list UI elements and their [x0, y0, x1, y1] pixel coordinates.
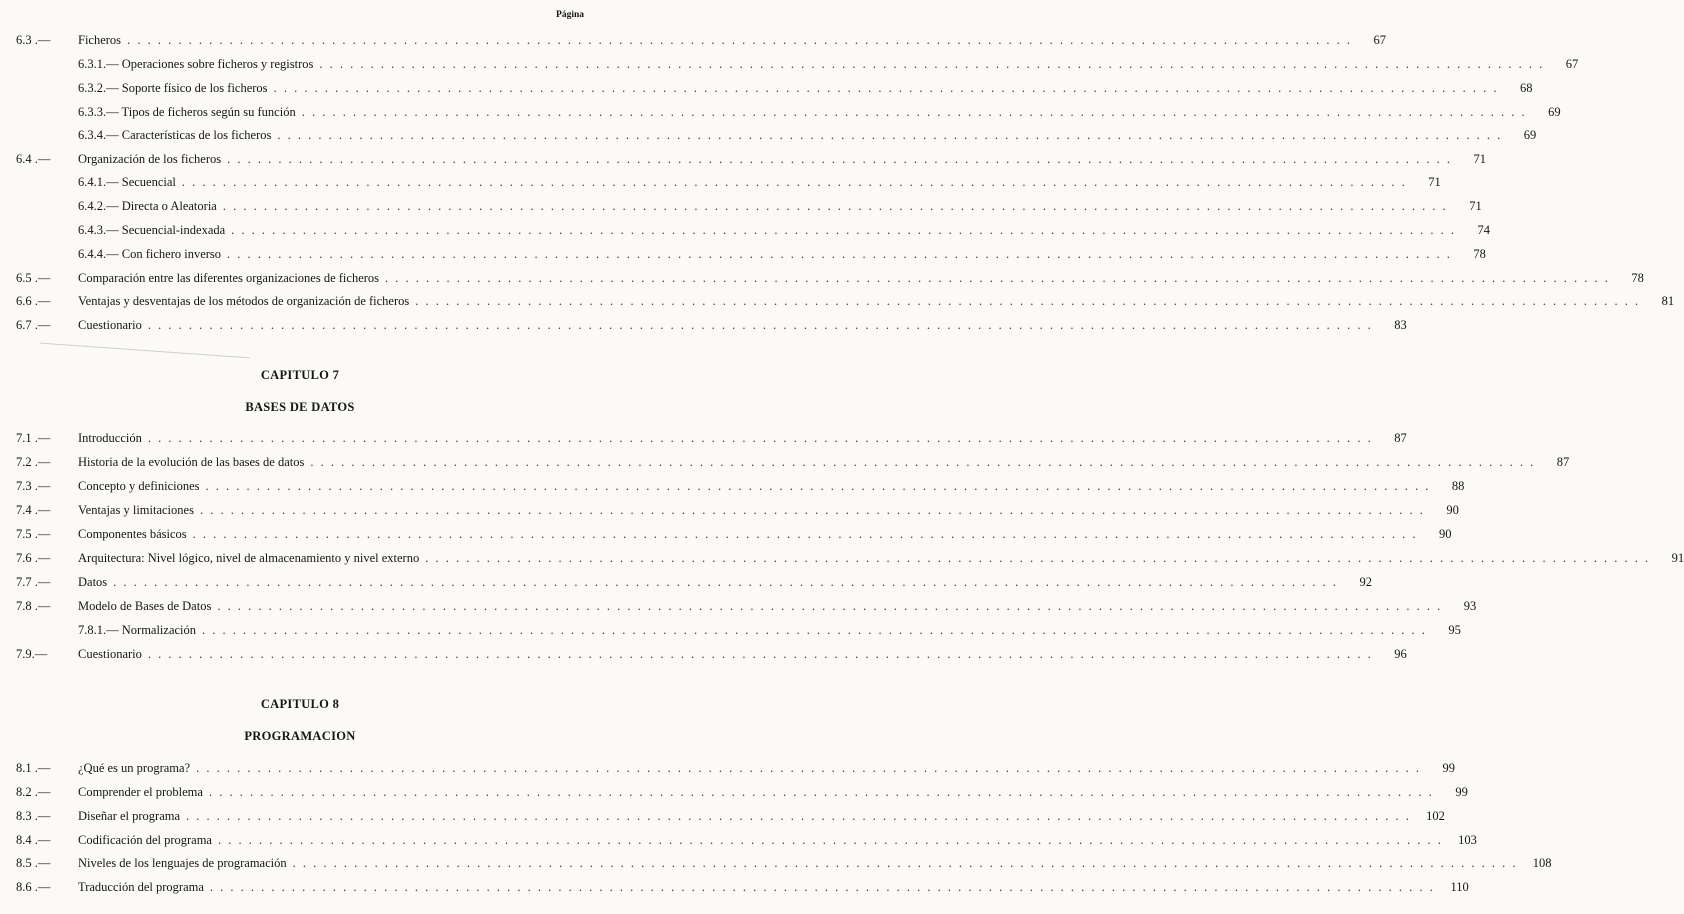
- dot-leader: . . . . . . . . . . . . . . . . . . . . . . . . . . . . . . . . . . . . . . . . . . . . . . . . . . . . . . . . . . . . . . . . . . . . . . . . . . . . . . . . . . . . . . . . . . . . . . . . . . . . . . . . . . . . . . . . . . . . . . . .: [227, 152, 1452, 166]
- page-number: 67: [1373, 33, 1386, 47]
- page-number: 87: [1556, 455, 1570, 469]
- toc-entry: [0, 428, 1407, 448]
- dot-leader: . . . . . . . . . . . . . . . . . . . . . . . . . . . . . . . . . . . . . . . . . . . . . . . . . . . . . . . . . . . . . . . . . . . . . . . . . . . . . . . . . . . . . . . . . . . . . . . . . . . . . . . . . . . . . . . . . . . . . . . .: [199, 503, 1425, 517]
- dot-leader: . . . . . . . . . . . . . . . . . . . . . . . . . . . . . . . . . . . . . . . . . . . . . . . . . . . . . . . . . . . . . . . . . . . . . . . . . . . . . . . . . . . . . . . . . . . . . . . . . . . . . . . . . . . . . . . . . . . . . . . .: [273, 81, 1499, 95]
- toc-subentry: [0, 220, 1491, 240]
- toc-entry: [0, 291, 1675, 311]
- entry-title: ¿Qué es un programa?: [78, 761, 191, 775]
- entry-title: 6.3.2.— Soporte físico de los ficheros: [78, 81, 268, 95]
- page-number: 81: [1661, 294, 1675, 308]
- entry-number: 7.2 .—: [16, 455, 51, 469]
- entry-number: 6.7 .—: [16, 318, 51, 332]
- chapter-heading: CAPITULO 7: [260, 368, 340, 382]
- toc-entry: [0, 548, 1684, 568]
- dot-leader: . . . . . . . . . . . . . . . . . . . . . . . . . . . . . . . . . . . . . . . . . . . . . . . . . . . . . . . . . . . . . . . . . . . . . . . . . . . . . . . . . . . . . . . . . . . . . . . . . . . . . . . . . . . . . . . . . . . . . . . .: [277, 128, 1503, 142]
- dot-leader: . . . . . . . . . . . . . . . . . . . . . . . . . . . . . . . . . . . . . . . . . . . . . . . . . . . . . . . . . . . . . . . . . . . . . . . . . . . . . . . . . . . . . . . . . . . . . . . . . . . . . . . . . . . . . . . . . . . . . . . .: [222, 199, 1448, 213]
- dot-leader: . . . . . . . . . . . . . . . . . . . . . . . . . . . . . . . . . . . . . . . . . . . . . . . . . . . . . . . . . . . . . . . . . . . . . . . . . . . . . . . . . . . . . . . . . . . . . . . . . . . . . . . . . . . . . . . . . . . . . . . .: [202, 623, 1427, 637]
- toc-entry: [0, 853, 1552, 873]
- page-number: 108: [1532, 856, 1552, 870]
- dot-leader: . . . . . . . . . . . . . . . . . . . . . . . . . . . . . . . . . . . . . . . . . . . . . . . . . . . . . . . . . . . . . . . . . . . . . . . . . . . . . . . . . . . . . . . . . . . . . . . . . . . . . . . . . . . . . . . . . . . . . . . .: [231, 223, 1457, 237]
- page-number: 78: [1631, 271, 1644, 285]
- entry-number: 8.2 .—: [16, 785, 51, 799]
- dot-leader: . . . . . . . . . . . . . . . . . . . . . . . . . . . . . . . . . . . . . . . . . . . . . . . . . . . . . . . . . . . . . . . . . . . . . . . . . . . . . . . . . . . . . . . . . . . . . . . . . . . . . . . . . . . . . . . . . . . . . . . .: [227, 247, 1452, 261]
- dot-leader: . . . . . . . . . . . . . . . . . . . . . . . . . . . . . . . . . . . . . . . . . . . . . . . . . . . . . . . . . . . . . . . . . . . . . . . . . . . . . . . . . . . . . . . . . . . . . . . . . . . . . . . . . . . . . . . . . . . . . . . .: [319, 57, 1545, 71]
- page-number: 91: [1671, 551, 1684, 565]
- dot-leader: . . . . . . . . . . . . . . . . . . . . . . . . . . . . . . . . . . . . . . . . . . . . . . . . . . . . . . . . . . . . . . . . . . . . . . . . . . . . . . . . . . . . . . . . . . . . . . . . . . . . . . . . . . . . . . . . . . . . . . . .: [301, 105, 1527, 119]
- toc-entry: [0, 452, 1570, 472]
- dot-leader: . . . . . . . . . . . . . . . . . . . . . . . . . . . . . . . . . . . . . . . . . . . . . . . . . . . . . . . . . . . . . . . . . . . . . . . . . . . . . . . . . . . . . . . . . . . . . . . . . . . . . . . . . . . . . . . . . . . . . . . .: [127, 33, 1352, 47]
- toc-subentry: [0, 620, 1461, 640]
- page-number: 78: [1473, 247, 1486, 261]
- dot-leader: . . . . . . . . . . . . . . . . . . . . . . . . . . . . . . . . . . . . . . . . . . . . . . . . . . . . . . . . . . . . . . . . . . . . . . . . . . . . . . . . . . . . . . . . . . . . . . . . . . . . . . . . . . . . . . . . . . . . . . . .: [196, 761, 1421, 775]
- entry-title: Comprender el problema: [78, 785, 203, 799]
- toc-subentry: [0, 54, 1579, 74]
- page-number: 95: [1448, 623, 1461, 637]
- page-number: 71: [1469, 199, 1482, 213]
- dot-leader: . . . . . . . . . . . . . . . . . . . . . . . . . . . . . . . . . . . . . . . . . . . . . . . . . . . . . . . . . . . . . . . . . . . . . . . . . . . . . . . . . . . . . . . . . . . . . . . . . . . . . . . . . . . . . . . . . . . . . . . .: [192, 527, 1418, 541]
- entry-number: 8.1 .—: [16, 761, 51, 775]
- chapter-title: BASES DE DATOS: [245, 400, 355, 414]
- entry-title: Introducción: [78, 431, 142, 445]
- entry-title: Niveles de los lenguajes de programación: [78, 856, 287, 870]
- dot-leader: . . . . . . . . . . . . . . . . . . . . . . . . . . . . . . . . . . . . . . . . . . . . . . . . . . . . . . . . . . . . . . . . . . . . . . . . . . . . . . . . . . . . . . . . . . . . . . . . . . . . . . . . . . . . . . . . . . . . . . . .: [113, 575, 1339, 589]
- entry-title: Ventajas y desventajas de los métodos de organización de ficheros: [78, 294, 410, 308]
- entry-title: Datos: [78, 575, 108, 589]
- entry-title: 6.3.4.— Características de los ficheros: [78, 128, 272, 142]
- page-number: 93: [1463, 599, 1477, 613]
- entry-number: 7.4 .—: [16, 503, 51, 517]
- page-number: 68: [1519, 81, 1533, 95]
- page-number: 103: [1458, 833, 1477, 847]
- toc-subentry: [0, 102, 1561, 122]
- entry-title: 6.3.1.— Operaciones sobre ficheros y registros: [78, 57, 314, 71]
- toc-subentry: [0, 244, 1486, 264]
- page-number: 71: [1428, 175, 1441, 189]
- dot-leader: . . . . . . . . . . . . . . . . . . . . . . . . . . . . . . . . . . . . . . . . . . . . . . . . . . . . . . . . . . . . . . . . . . . . . . . . . . . . . . . . . . . . . . . . . . . . . . . . . . . . . . . . . . . . . . . . . . . . . . . .: [181, 175, 1407, 189]
- dot-leader: . . . . . . . . . . . . . . . . . . . . . . . . . . . . . . . . . . . . . . . . . . . . . . . . . . . . . . . . . . . . . . . . . . . . . . . . . . . . . . . . . . . . . . . . . . . . . . . . . . . . . . . . . . . . . . . . . . . . . . . .: [292, 856, 1518, 870]
- dot-leader: . . . . . . . . . . . . . . . . . . . . . . . . . . . . . . . . . . . . . . . . . . . . . . . . . . . . . . . . . . . . . . . . . . . . . . . . . . . . . . . . . . . . . . . . . . . . . . . . . . . . . . . . . . . . . . . . . . . . . . . .: [385, 271, 1610, 285]
- dot-leader: . . . . . . . . . . . . . . . . . . . . . . . . . . . . . . . . . . . . . . . . . . . . . . . . . . . . . . . . . . . . . . . . . . . . . . . . . . . . . . . . . . . . . . . . . . . . . . . . . . . . . . . . . . . . . . . . . . . . . . . .: [205, 479, 1431, 493]
- chapter-heading: CAPITULO 8: [260, 697, 340, 711]
- entry-number: 6.4 .—: [16, 152, 51, 166]
- entry-title: 6.4.4.— Con fichero inverso: [78, 247, 222, 261]
- toc-entry: [0, 806, 1445, 826]
- entry-title: Concepto y definiciones: [78, 479, 200, 493]
- entry-title: Ficheros: [78, 33, 122, 47]
- entry-number: 7.8 .—: [16, 599, 51, 613]
- dot-leader: . . . . . . . . . . . . . . . . . . . . . . . . . . . . . . . . . . . . . . . . . . . . . . . . . . . . . . . . . . . . . . . . . . . . . . . . . . . . . . . . . . . . . . . . . . . . . . . . . . . . . . . . . . . . . . . . . . . . . . . .: [147, 318, 1373, 332]
- toc-entry: [0, 149, 1486, 169]
- page-number: 92: [1359, 575, 1373, 589]
- toc-entry: [0, 315, 1407, 335]
- page-number: 102: [1426, 809, 1445, 823]
- toc-entry: [0, 30, 1386, 50]
- entry-title: Arquitectura: Nivel lógico, nivel de almacenamiento y nivel externo: [78, 551, 420, 565]
- page-number: 74: [1477, 223, 1491, 237]
- toc-entry: [0, 758, 1455, 778]
- entry-number: 6.5 .—: [16, 271, 51, 285]
- dot-leader: . . . . . . . . . . . . . . . . . . . . . . . . . . . . . . . . . . . . . . . . . . . . . . . . . . . . . . . . . . . . . . . . . . . . . . . . . . . . . . . . . . . . . . . . . . . . . . . . . . . . . . . . . . . . . . . . . . . . . . . .: [186, 809, 1411, 823]
- entry-title: 7.8.1.— Normalización: [78, 623, 197, 637]
- entry-number: 6.3 .—: [16, 33, 51, 47]
- toc-entry: [0, 524, 1452, 544]
- page-number: 99: [1442, 761, 1455, 775]
- toc-subentry: [0, 125, 1537, 145]
- page-number: 69: [1548, 105, 1561, 119]
- entry-title: Traducción del programa: [78, 880, 204, 894]
- entry-number: 6.6 .—: [16, 294, 51, 308]
- entry-title: 6.3.3.— Tipos de ficheros según su función: [78, 105, 296, 119]
- dot-leader: . . . . . . . . . . . . . . . . . . . . . . . . . . . . . . . . . . . . . . . . . . . . . . . . . . . . . . . . . . . . . . . . . . . . . . . . . . . . . . . . . . . . . . . . . . . . . . . . . . . . . . . . . . . . . . . . . . . . . . . .: [147, 647, 1373, 661]
- dot-leader: . . . . . . . . . . . . . . . . . . . . . . . . . . . . . . . . . . . . . . . . . . . . . . . . . . . . . . . . . . . . . . . . . . . . . . . . . . . . . . . . . . . . . . . . . . . . . . . . . . . . . . . . . . . . . . . . . . . . . . . .: [415, 294, 1641, 308]
- page-number: 99: [1455, 785, 1468, 799]
- entry-number: 7.1 .—: [16, 431, 51, 445]
- toc-entry: [0, 596, 1477, 616]
- page-number: 110: [1450, 880, 1469, 894]
- toc-entry: [0, 500, 1459, 520]
- entry-title: 6.4.1.— Secuencial: [78, 175, 176, 189]
- entry-number: 7.3 .—: [16, 479, 51, 493]
- entry-number: 7.9.—: [16, 647, 48, 661]
- dot-leader: . . . . . . . . . . . . . . . . . . . . . . . . . . . . . . . . . . . . . . . . . . . . . . . . . . . . . . . . . . . . . . . . . . . . . . . . . . . . . . . . . . . . . . . . . . . . . . . . . . . . . . . . . . . . . . . . . . . . . . . .: [425, 551, 1651, 565]
- entry-title: Diseñar el programa: [78, 809, 181, 823]
- entry-number: 8.4 .—: [16, 833, 51, 847]
- page-number: 90: [1439, 527, 1452, 541]
- entry-title: Codificación del programa: [78, 833, 212, 847]
- entry-title: Cuestionario: [78, 647, 142, 661]
- toc-entry: [0, 572, 1373, 592]
- toc-entry: [0, 476, 1465, 496]
- entry-number: 8.5 .—: [16, 856, 51, 870]
- entry-title: Organización de los ficheros: [78, 152, 222, 166]
- page-number: 90: [1446, 503, 1459, 517]
- dot-leader: . . . . . . . . . . . . . . . . . . . . . . . . . . . . . . . . . . . . . . . . . . . . . . . . . . . . . . . . . . . . . . . . . . . . . . . . . . . . . . . . . . . . . . . . . . . . . . . . . . . . . . . . . . . . . . . . . . . . . . . .: [147, 431, 1373, 445]
- page-number: 83: [1394, 318, 1407, 332]
- entry-number: 7.5 .—: [16, 527, 51, 541]
- entry-number: 7.6 .—: [16, 551, 51, 565]
- page-number: 67: [1565, 57, 1579, 71]
- entry-title: Comparación entre las diferentes organizaciones de ficheros: [78, 271, 380, 285]
- toc-entry: [0, 644, 1407, 664]
- toc-entry: [0, 877, 1469, 897]
- toc-entry: [0, 782, 1468, 802]
- chapter-title: PROGRAMACION: [244, 729, 356, 743]
- toc-subentry: [0, 196, 1482, 216]
- page-number: 87: [1394, 431, 1407, 445]
- page-number: 69: [1523, 128, 1537, 142]
- toc-subentry: [0, 172, 1441, 192]
- entry-title: 6.4.2.— Directa o Aleatoria: [78, 199, 217, 213]
- dot-leader: . . . . . . . . . . . . . . . . . . . . . . . . . . . . . . . . . . . . . . . . . . . . . . . . . . . . . . . . . . . . . . . . . . . . . . . . . . . . . . . . . . . . . . . . . . . . . . . . . . . . . . . . . . . . . . . . . . . . . . . .: [310, 455, 1536, 469]
- dot-leader: . . . . . . . . . . . . . . . . . . . . . . . . . . . . . . . . . . . . . . . . . . . . . . . . . . . . . . . . . . . . . . . . . . . . . . . . . . . . . . . . . . . . . . . . . . . . . . . . . . . . . . . . . . . . . . . . . . . . . . . .: [209, 880, 1435, 894]
- dot-leader: . . . . . . . . . . . . . . . . . . . . . . . . . . . . . . . . . . . . . . . . . . . . . . . . . . . . . . . . . . . . . . . . . . . . . . . . . . . . . . . . . . . . . . . . . . . . . . . . . . . . . . . . . . . . . . . . . . . . . . . .: [217, 833, 1443, 847]
- entry-title: Ventajas y limitaciones: [78, 503, 194, 517]
- toc-subentry: [0, 78, 1533, 98]
- entry-title: Cuestionario: [78, 318, 142, 332]
- page-header-label: Página: [556, 10, 584, 20]
- dot-leader: . . . . . . . . . . . . . . . . . . . . . . . . . . . . . . . . . . . . . . . . . . . . . . . . . . . . . . . . . . . . . . . . . . . . . . . . . . . . . . . . . . . . . . . . . . . . . . . . . . . . . . . . . . . . . . . . . . . . . . . .: [208, 785, 1434, 799]
- dot-leader: . . . . . . . . . . . . . . . . . . . . . . . . . . . . . . . . . . . . . . . . . . . . . . . . . . . . . . . . . . . . . . . . . . . . . . . . . . . . . . . . . . . . . . . . . . . . . . . . . . . . . . . . . . . . . . . . . . . . . . . .: [217, 599, 1443, 613]
- entry-title: Componentes básicos: [78, 527, 187, 541]
- entry-title: Modelo de Bases de Datos: [78, 599, 212, 613]
- toc-entry: [0, 268, 1644, 288]
- scan-smudge: [40, 343, 250, 359]
- entry-title: 6.4.3.— Secuencial-indexada: [78, 223, 226, 237]
- page-number: 71: [1473, 152, 1486, 166]
- toc-entry: [0, 830, 1477, 850]
- entry-number: 8.6 .—: [16, 880, 51, 894]
- page-number: 88: [1451, 479, 1465, 493]
- entry-number: 8.3 .—: [16, 809, 51, 823]
- entry-number: 7.7 .—: [16, 575, 51, 589]
- entry-title: Historia de la evolución de las bases de datos: [78, 455, 305, 469]
- page-number: 96: [1394, 647, 1407, 661]
